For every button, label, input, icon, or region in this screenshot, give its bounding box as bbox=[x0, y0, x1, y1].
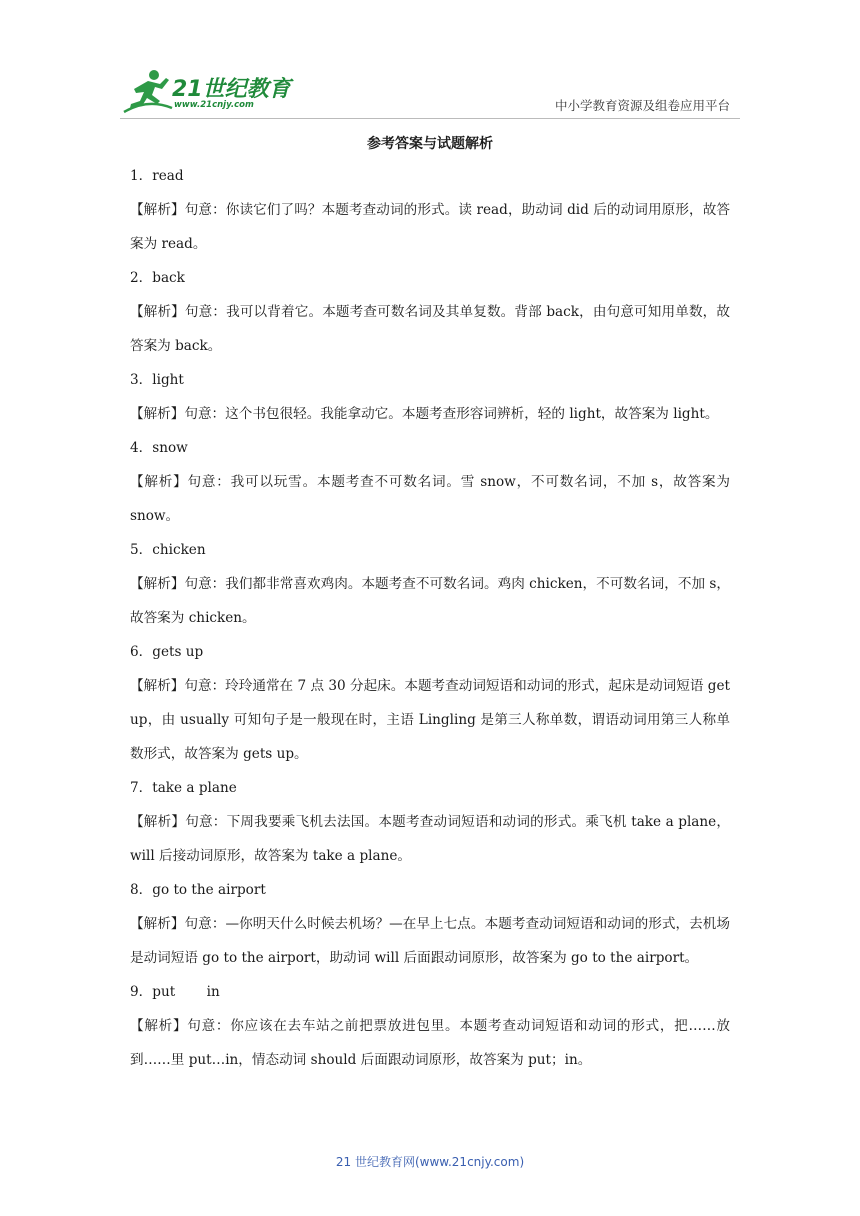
answer-item bbox=[130, 975, 730, 1077]
explanation-text: 【解析】句意：这个书包很轻。我能拿动它。本题考查形容词辨析，轻的 light，故答案为 light。 bbox=[130, 406, 719, 422]
runner-icon bbox=[122, 68, 174, 114]
answer-item bbox=[130, 635, 730, 771]
explanation-text: 【解析】句意：你应该在去车站之前把票放进包里。本题考查动词短语和动词的形式，把……放到……里 put…in，情态动词 should 后面跟动词原形，故答案为 put；in。 bbox=[130, 1018, 730, 1068]
answer-item bbox=[130, 771, 730, 873]
answer-text: 7．take a plane bbox=[130, 780, 237, 796]
answer-item bbox=[130, 873, 730, 975]
page-title: 参考答案与试题解析 bbox=[367, 136, 493, 152]
answer-item bbox=[130, 363, 730, 431]
answer-item bbox=[130, 261, 730, 363]
platform-label: 中小学教育资源及组卷应用平台 bbox=[554, 98, 730, 113]
answer-text: 5．chicken bbox=[130, 542, 206, 558]
answer-item bbox=[130, 533, 730, 635]
logo-text: 21世纪教育 bbox=[172, 77, 291, 102]
logo bbox=[122, 68, 292, 114]
answer-text: 8．go to the airport bbox=[130, 882, 266, 898]
explanation-text: 【解析】句意：我可以玩雪。本题考查不可数名词。雪 snow，不可数名词，不加 s，故答案为 snow。 bbox=[130, 474, 730, 524]
answer-item bbox=[130, 431, 730, 533]
explanation-text: 【解析】句意：你读它们了吗？本题考查动词的形式。读 read，助动词 did 后的动词用原形，故答案为 read。 bbox=[130, 202, 730, 252]
answer-list bbox=[130, 159, 730, 1077]
answer-text: 9．put in bbox=[130, 984, 220, 1000]
answer-text: 3．light bbox=[130, 372, 184, 388]
page-header bbox=[0, 0, 860, 125]
explanation-text: 【解析】句意：下周我要乘飞机去法国。本题考查动词短语和动词的形式。乘飞机 take a plane，will 后接动词原形，故答案为 take a plane。 bbox=[130, 814, 730, 864]
answer-text: 2．back bbox=[130, 270, 185, 286]
answer-text: 1．read bbox=[130, 168, 184, 184]
answer-item bbox=[130, 159, 730, 261]
explanation-text: 【解析】句意：我们都非常喜欢鸡肉。本题考查不可数名词。鸡肉 chicken，不可数名词，不加 s，故答案为 chicken。 bbox=[130, 576, 730, 626]
page-footer: 21 世纪教育网(www.21cnjy.com) bbox=[335, 1155, 525, 1169]
explanation-text: 【解析】句意：—你明天什么时候去机场？—在早上七点。本题考查动词短语和动词的形式，去机场是动词短语 go to the airport，助动词 will 后面跟动词原形，故答案为 go to the airport。 bbox=[130, 916, 730, 966]
explanation-text: 【解析】句意：玲玲通常在 7 点 30 分起床。本题考查动词短语和动词的形式，起床是动词短语 get up，由 usually 可知句子是一般现在时，主语 Lingling 是第三人称单数，谓语动词用第三人称单数形式，故答案为 gets up。 bbox=[130, 678, 730, 762]
explanation-text: 【解析】句意：我可以背着它。本题考查可数名词及其单复数。背部 back，由句意可知用单数，故答案为 back。 bbox=[130, 304, 730, 354]
answer-text: 6．gets up bbox=[130, 644, 204, 660]
header-divider bbox=[120, 118, 740, 119]
answer-text: 4．snow bbox=[130, 440, 188, 456]
logo-url: www.21cnjy.com bbox=[174, 100, 254, 110]
